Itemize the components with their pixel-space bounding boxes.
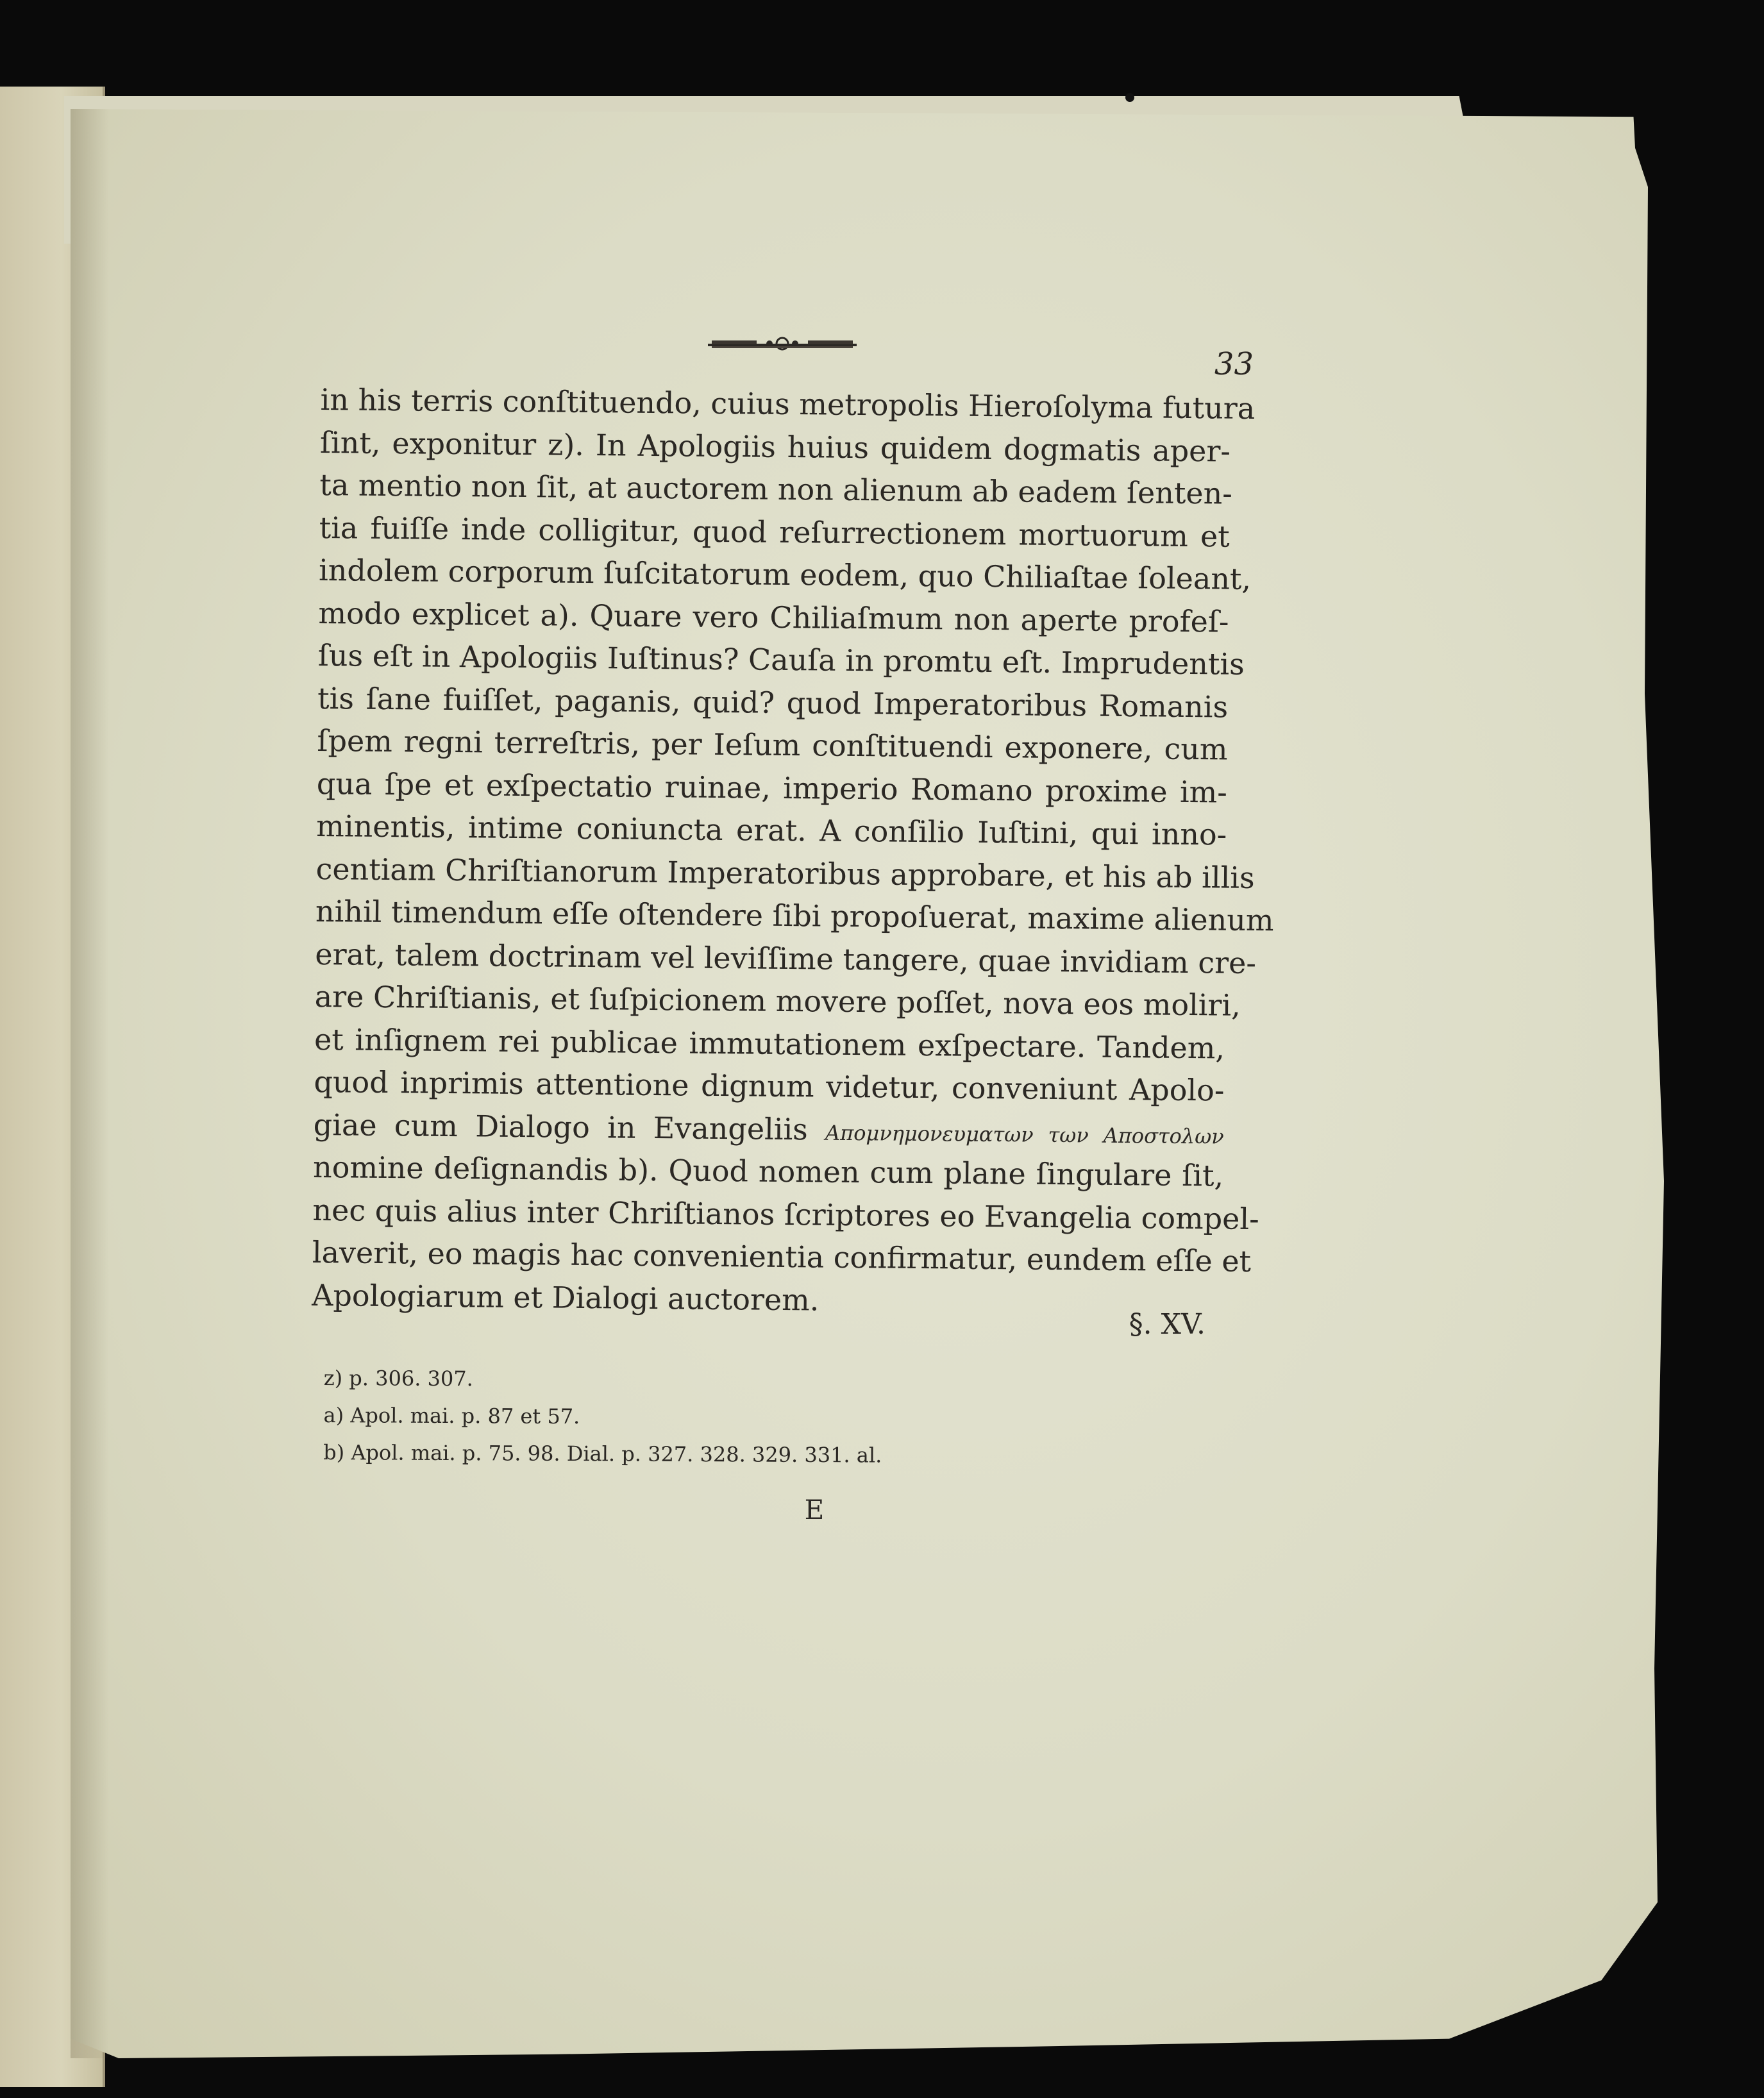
text-line: in his terris conſtituendo, cuius metropolis Hieroſolyma futura: [320, 382, 1256, 426]
text-line: nec quis alius inter Chriſtianos ſcriptores eo Evangelia compel-: [312, 1192, 1259, 1236]
signature-mark: E: [804, 1494, 825, 1525]
text-line: et inſignem rei publicae immutationem exſpectare. Tandem,: [314, 1021, 1225, 1066]
text-line: tis ſane fuiſſet, paganis, quid? quod Imperatoribus Romanis: [317, 680, 1229, 725]
text-line: minentis, intime coniuncta erat. A conſilio Iuſtini, qui inno-: [316, 808, 1227, 852]
footnote: a) Apol. mai. p. 87 et 57.: [323, 1402, 580, 1429]
text-line-start: giae cum Dialogo in Evangeliis: [313, 1107, 809, 1146]
text-line: nomine deſignandis b). Quod nomen cum plane ſingulare ſit,: [312, 1149, 1224, 1193]
gutter-shadow: [71, 109, 109, 2058]
text-line: ſint, exponitur z). In Apologiis huius quidem dogmatis aper-: [319, 424, 1231, 469]
text-line: quod inprimis attentione dignum videtur, conveniunt Apolo-: [314, 1064, 1225, 1108]
header-ornament: [705, 336, 859, 353]
text-line: qua ſpe et exſpectatio ruinae, imperio Romano proxime im-: [316, 766, 1228, 810]
text-line: ſus eſt in Apologiis Iuſtinus? Cauſa in promtu eſt. Imprudentis: [317, 637, 1245, 682]
text-line: modo explicet a). Quare vero Chiliaſmum non aperte profeſ-: [318, 595, 1229, 639]
text-line: indolem corporum ſuſcitatorum eodem, quo Chiliaſtae ſoleant,: [318, 552, 1252, 596]
section-catchword: §. XV.: [1129, 1308, 1205, 1341]
text-line: centiam Chriſtianorum Imperatoribus approbare, et his ab illis: [315, 851, 1255, 895]
text-line: ſpem regni terreſtris, per Ieſum conſtituendi exponere, cum: [317, 723, 1228, 767]
text-line: ta mentio non ſit, at auctorem non alienum ab eadem ſenten-: [319, 467, 1233, 511]
text-line: tia fuiſſe inde colligitur, quod reſurrectionem mortuorum et: [319, 510, 1230, 554]
greek-phrase: Απομνημονευματων των Αποστολων: [825, 1120, 1224, 1149]
text-line: nihil timendum eſſe oſtendere ſibi propoſuerat, maxime alienum: [315, 893, 1274, 938]
footnotes: [323, 1359, 1286, 1476]
text-line: Apologiarum et Dialogi auctorem.: [312, 1277, 819, 1318]
text-line: laverit, eo magis hac convenientia confirmatur, eundem eſſe et: [312, 1234, 1252, 1279]
text-line: are Chriſtianis, et ſuſpicionem movere poſſet, nova eos moliri,: [314, 978, 1241, 1023]
ornament-icon: [705, 336, 859, 353]
footnote: b) Apol. mai. p. 75. 98. Dial. p. 327. 328. 329. 331. al.: [323, 1439, 882, 1468]
page-number: 33: [1214, 346, 1254, 382]
body-text: [312, 378, 1274, 1325]
footnote: z) p. 306. 307.: [323, 1365, 473, 1391]
ink-dot: [1125, 93, 1134, 102]
text-line: erat, talem doctrinam vel leviſſime tangere, quae invidiam cre-: [315, 936, 1257, 980]
